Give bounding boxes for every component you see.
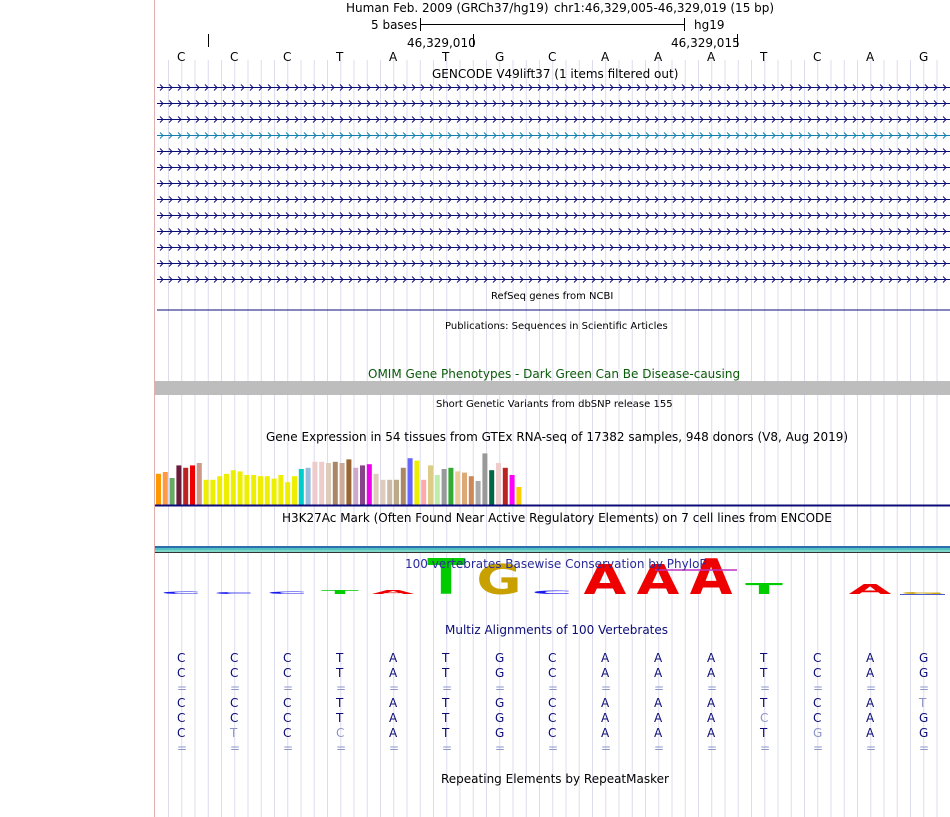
multiz-aligned-base: C — [283, 726, 292, 740]
multiz-aligned-base: C — [813, 666, 822, 680]
gtex-tissue-bar — [319, 462, 324, 505]
multiz-aligned-base: A — [866, 666, 875, 680]
gtex-tissue-bar — [380, 480, 385, 505]
multiz-aligned-base: C — [230, 696, 239, 710]
multiz-aligned-base: = — [919, 741, 930, 755]
gtex-tissue-bar — [428, 465, 433, 505]
phylop-logo-letter: C — [213, 591, 255, 595]
multiz-aligned-base: = — [283, 741, 294, 755]
gtex-tissue-bar — [210, 480, 215, 505]
multiz-aligned-base: = — [548, 741, 559, 755]
gtex-tissue-bar — [469, 476, 474, 505]
multiz-aligned-base: C — [813, 711, 822, 725]
multiz-aligned-base: = — [230, 741, 241, 755]
dna-base: C — [283, 50, 292, 64]
multiz-aligned-base: = — [389, 741, 400, 755]
gtex-tissue-bar — [346, 459, 351, 505]
phylop-logo-letter: G — [900, 591, 946, 595]
multiz-aligned-base: = — [283, 681, 294, 695]
phylop-logo-letter: G — [476, 557, 522, 605]
multiz-aligned-base: C — [177, 696, 186, 710]
multiz-aligned-base: C — [760, 711, 769, 725]
dbsnp-track-title: Short Genetic Variants from dbSNP release 155 — [436, 399, 673, 410]
multiz-aligned-base: A — [601, 666, 610, 680]
multiz-aligned-base: A — [389, 711, 398, 725]
multiz-aligned-base: = — [177, 681, 188, 695]
multiz-aligned-base: C — [177, 711, 186, 725]
multiz-aligned-base: A — [707, 696, 716, 710]
multiz-aligned-base: = — [177, 741, 188, 755]
multiz-aligned-base: G — [813, 726, 823, 740]
gtex-tissue-bar — [204, 480, 209, 505]
multiz-aligned-base: T — [442, 651, 450, 665]
multiz-aligned-base: A — [389, 726, 398, 740]
dna-base: A — [707, 50, 716, 64]
multiz-aligned-base: T — [230, 726, 238, 740]
multiz-aligned-base: = — [601, 681, 612, 695]
multiz-aligned-base: G — [495, 666, 505, 680]
dna-base: C — [230, 50, 239, 64]
phylop-logo-letter: T — [321, 589, 359, 596]
dna-base: A — [866, 50, 875, 64]
gtex-expression-bars — [156, 453, 521, 505]
multiz-aligned-base: = — [654, 681, 665, 695]
phylop-logo-letter: A — [689, 549, 733, 607]
multiz-aligned-base: = — [601, 741, 612, 755]
gtex-tissue-bar — [496, 463, 501, 505]
multiz-aligned-base: = — [389, 681, 400, 695]
scale-text: 5 bases — [371, 18, 418, 32]
gtex-tissue-bar — [258, 476, 263, 505]
multiz-aligned-base: T — [760, 651, 768, 665]
gtex-tissue-bar — [272, 479, 277, 505]
multiz-aligned-base: T — [336, 696, 344, 710]
multiz-aligned-base: T — [336, 666, 344, 680]
gtex-tissue-bar — [435, 475, 440, 505]
multiz-aligned-base: = — [707, 681, 718, 695]
h3k27ac-track-title: H3K27Ac Mark (Often Found Near Active Regulatory Elements) on 7 cell lines from ENCODE — [282, 511, 832, 525]
repeatmasker-track-title: Repeating Elements by RepeatMasker — [441, 772, 669, 786]
multiz-aligned-base: = — [654, 741, 665, 755]
assembly-name: Human Feb. 2009 (GRCh37/hg19) — [346, 1, 549, 15]
multiz-aligned-base: A — [707, 651, 716, 665]
multiz-aligned-base: G — [495, 726, 505, 740]
multiz-aligned-base: A — [654, 726, 663, 740]
multiz-aligned-base: = — [336, 681, 347, 695]
gtex-tissue-bar — [197, 463, 202, 505]
multiz-aligned-base: C — [548, 711, 557, 725]
multiz-aligned-base: C — [336, 726, 345, 740]
multiz-aligned-base: C — [283, 711, 292, 725]
multiz-aligned-base: = — [760, 681, 771, 695]
multiz-aligned-base: C — [548, 651, 557, 665]
multiz-aligned-base: T — [336, 651, 344, 665]
multiz-aligned-base: C — [283, 696, 292, 710]
dna-base: C — [813, 50, 822, 64]
multiz-aligned-base: C — [177, 666, 186, 680]
gtex-tissue-bar — [251, 475, 256, 505]
multiz-aligned-base: A — [866, 711, 875, 725]
multiz-aligned-base: A — [654, 696, 663, 710]
multiz-aligned-base: C — [813, 651, 822, 665]
phylop-logo-letter: C — [266, 590, 308, 595]
omim-bar — [155, 381, 950, 395]
multiz-aligned-base: = — [495, 741, 506, 755]
gtex-tissue-bar — [333, 462, 338, 505]
gtex-tissue-bar — [489, 470, 494, 505]
multiz-aligned-base: A — [601, 711, 610, 725]
multiz-aligned-base: = — [866, 741, 877, 755]
multiz-aligned-base: C — [548, 696, 557, 710]
multiz-aligned-base: T — [919, 696, 927, 710]
track-label-column — [0, 0, 153, 817]
phylop-logo-letter: T — [427, 549, 465, 607]
multiz-aligned-base: C — [283, 651, 292, 665]
multiz-aligned-base: G — [919, 666, 929, 680]
multiz-aligned-base: C — [813, 696, 822, 710]
phylop-logo-letter: C — [531, 589, 573, 596]
gtex-tissue-bar — [340, 463, 345, 505]
multiz-aligned-base: = — [707, 741, 718, 755]
multiz-aligned-base: = — [495, 681, 506, 695]
multiz-aligned-base: A — [601, 726, 610, 740]
multiz-aligned-base: C — [230, 711, 239, 725]
multiz-aligned-base: T — [760, 696, 768, 710]
gtex-tissue-bar — [394, 480, 399, 505]
multiz-track-title: Multiz Alignments of 100 Vertebrates — [445, 623, 669, 637]
refseq-track-title: RefSeq genes from NCBI — [491, 291, 614, 302]
gtex-tissue-bar — [353, 468, 358, 505]
phylop-logo-letter: A — [848, 581, 892, 598]
dna-base: G — [495, 50, 505, 64]
gtex-tissue-bar — [448, 468, 453, 505]
omim-track-title: OMIM Gene Phenotypes - Dark Green Can Be Disease-causing — [368, 367, 741, 381]
multiz-aligned-base: = — [919, 681, 930, 695]
dna-base: T — [760, 50, 768, 64]
gtex-tissue-bar — [516, 487, 521, 505]
gtex-tissue-bar — [374, 474, 379, 505]
gtex-tissue-bar — [442, 469, 447, 505]
multiz-aligned-base: C — [177, 651, 186, 665]
gtex-tissue-bar — [231, 470, 236, 505]
phylop-track-title: 100 vertebrates Basewise Conservation by PhyloP — [405, 557, 707, 571]
gtex-tissue-bar — [414, 461, 419, 505]
gtex-track-title: Gene Expression in 54 tissues from GTEx RNA-seq of 17382 samples, 948 donors (V8, Aug 2019) — [266, 430, 849, 444]
gtex-tissue-bar — [312, 462, 317, 505]
multiz-aligned-base: = — [230, 681, 241, 695]
dna-base: C — [177, 50, 186, 64]
multiz-aligned-base: T — [442, 726, 450, 740]
coordinate-b: 46,329,015 — [671, 36, 740, 50]
multiz-aligned-base: A — [707, 726, 716, 740]
gtex-tissue-bar — [217, 476, 222, 505]
multiz-aligned-base: G — [495, 696, 505, 710]
dna-base: A — [601, 50, 610, 64]
phylop-logo-letter: A — [636, 557, 680, 605]
gtex-tissue-bar — [408, 458, 413, 505]
multiz-aligned-base: A — [389, 666, 398, 680]
multiz-aligned-base: C — [283, 666, 292, 680]
gtex-tissue-bar — [299, 469, 304, 505]
multiz-aligned-base: A — [654, 651, 663, 665]
multiz-aligned-base: A — [389, 696, 398, 710]
multiz-aligned-base: = — [442, 741, 453, 755]
dna-base: C — [548, 50, 557, 64]
multiz-aligned-base: A — [654, 666, 663, 680]
gtex-tissue-bar — [367, 464, 372, 505]
multiz-aligned-base: G — [495, 711, 505, 725]
phylop-logo-letter: T — [745, 580, 783, 598]
coordinate-a: 46,329,010 — [407, 36, 476, 50]
dna-base: T — [336, 50, 344, 64]
gtex-tissue-bar — [360, 465, 365, 505]
gtex-tissue-bar — [476, 481, 481, 505]
gtex-tissue-bar — [306, 468, 311, 505]
gencode-track-title: GENCODE V49lift37 (1 items filtered out) — [432, 67, 679, 81]
multiz-aligned-base: A — [654, 711, 663, 725]
multiz-aligned-base: A — [866, 651, 875, 665]
gtex-tissue-bar — [244, 475, 249, 505]
multiz-aligned-base: C — [548, 666, 557, 680]
multiz-aligned-base: A — [866, 696, 875, 710]
gtex-tissue-bar — [238, 471, 243, 505]
phylop-logo-letter: A — [583, 557, 627, 605]
dna-base: A — [389, 50, 398, 64]
multiz-aligned-base: A — [601, 696, 610, 710]
gtex-tissue-bar — [292, 476, 297, 505]
multiz-aligned-base: = — [442, 681, 453, 695]
gtex-tissue-bar — [156, 474, 161, 505]
gtex-tissue-bar — [326, 463, 331, 505]
gtex-tissue-bar — [510, 475, 515, 505]
multiz-aligned-base: A — [866, 726, 875, 740]
multiz-aligned-base: C — [548, 726, 557, 740]
multiz-aligned-base: T — [336, 711, 344, 725]
multiz-aligned-base: T — [442, 666, 450, 680]
gtex-tissue-bar — [183, 468, 188, 505]
multiz-aligned-base: T — [760, 726, 768, 740]
window-position[interactable]: chr1:46,329,005-46,329,019 (15 bp) — [554, 1, 775, 15]
dna-base: A — [654, 50, 663, 64]
gtex-tissue-bar — [190, 465, 195, 505]
gtex-tissue-bar — [482, 453, 487, 505]
multiz-aligned-base: = — [548, 681, 559, 695]
multiz-aligned-base: A — [601, 651, 610, 665]
multiz-aligned-base: T — [442, 696, 450, 710]
multiz-aligned-base: G — [919, 726, 929, 740]
gtex-tissue-bar — [163, 472, 168, 505]
dna-base: T — [442, 50, 450, 64]
multiz-aligned-base: = — [813, 681, 824, 695]
multiz-aligned-base: = — [336, 741, 347, 755]
gtex-tissue-bar — [170, 478, 175, 505]
multiz-aligned-base: C — [177, 726, 186, 740]
multiz-aligned-base: C — [230, 651, 239, 665]
multiz-aligned-base: A — [707, 666, 716, 680]
gtex-tissue-bar — [278, 475, 283, 505]
phylop-logo-letter: A — [371, 589, 415, 596]
gtex-tissue-bar — [462, 473, 467, 505]
gtex-tissue-bar — [401, 468, 406, 505]
multiz-aligned-base: G — [919, 711, 929, 725]
multiz-aligned-base: = — [760, 741, 771, 755]
gtex-tissue-bar — [285, 482, 290, 505]
multiz-aligned-base: G — [495, 651, 505, 665]
multiz-aligned-base: T — [442, 711, 450, 725]
multiz-aligned-base: = — [866, 681, 877, 695]
gtex-tissue-bar — [503, 468, 508, 505]
phylop-logo-letter: C — [160, 590, 202, 595]
multiz-aligned-base: A — [389, 651, 398, 665]
gtex-tissue-bar — [224, 474, 229, 505]
dna-base: G — [919, 50, 929, 64]
multiz-aligned-base: C — [230, 666, 239, 680]
publications-track-title: Publications: Sequences in Scientific Articles — [445, 321, 668, 332]
h3k27ac-signal — [155, 546, 950, 553]
multiz-aligned-base: T — [760, 666, 768, 680]
gtex-tissue-bar — [176, 465, 181, 505]
gtex-tissue-bar — [387, 480, 392, 505]
gtex-tissue-bar — [421, 480, 426, 505]
gtex-tissue-bar — [455, 471, 460, 505]
multiz-aligned-base: = — [813, 741, 824, 755]
gtex-tissue-bar — [265, 476, 270, 505]
db-name: hg19 — [694, 18, 725, 32]
multiz-aligned-base: G — [919, 651, 929, 665]
multiz-aligned-base: A — [707, 711, 716, 725]
